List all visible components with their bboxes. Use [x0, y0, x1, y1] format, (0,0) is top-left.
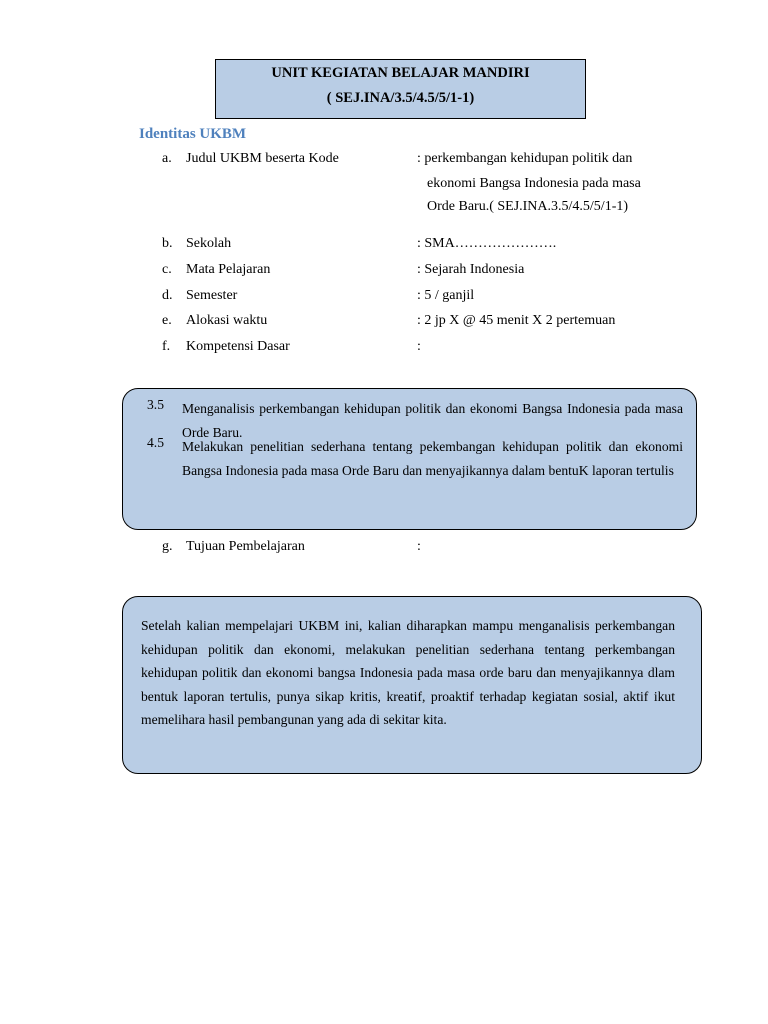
kd-text: Melakukan penelitian sederhana tentang pekembangan kehidupan politik dan ekonomi Bangsa Indonesia pada masa Orde Baru dan menyajikannya dalam bentuK laporan tertulis [182, 439, 683, 478]
section-heading-identitas: Identitas UKBM [139, 126, 247, 142]
tujuan-pembelajaran-box [122, 596, 702, 774]
identity-row-judul [0, 151, 768, 171]
identity-row-kompetensi-dasar [0, 339, 768, 359]
row-label: Kompetensi Dasar [186, 339, 290, 354]
title-box [215, 59, 586, 119]
identity-row-mata-pelajaran [0, 262, 768, 282]
identity-row-sekolah [0, 236, 768, 256]
row-value-continued: ekonomi Bangsa Indonesia pada masa [427, 176, 641, 191]
kd-number: 3.5 [147, 397, 164, 412]
identity-row-semester [0, 288, 768, 308]
kd-text: Menganalisis perkembangan kehidupan politik dan ekonomi Bangsa Indonesia pada masa Orde Baru. [182, 401, 683, 440]
row-value: : 5 / ganjil [417, 288, 475, 303]
row-label: Mata Pelajaran [186, 262, 271, 277]
identity-row-tujuan-pembelajaran [0, 539, 768, 559]
title-line-1: UNIT KEGIATAN BELAJAR MANDIRI [271, 65, 530, 81]
identity-row-alokasi-waktu [0, 313, 768, 333]
row-value: : 2 jp X @ 45 menit X 2 pertemuan [417, 313, 616, 328]
row-label: Judul UKBM beserta Kode [186, 151, 339, 166]
row-label: Sekolah [186, 236, 232, 251]
row-value: : Sejarah Indonesia [417, 262, 525, 277]
row-letter: c. [162, 262, 172, 277]
row-label: Tujuan Pembelajaran [186, 539, 305, 554]
row-letter: f. [162, 339, 171, 354]
row-letter: e. [162, 313, 172, 328]
row-value-continued: Orde Baru.( SEJ.INA.3.5/4.5/5/1-1) [427, 199, 629, 214]
row-letter: a. [162, 151, 172, 166]
identity-row-judul-cont-2 [0, 199, 768, 219]
title-line-2: ( SEJ.INA/3.5/4.5/5/1-1) [326, 90, 475, 106]
identity-row-judul-cont-1 [0, 176, 768, 196]
row-letter: d. [162, 288, 173, 303]
row-value: : [417, 339, 421, 354]
tujuan-text: Setelah kalian mempelajari UKBM ini, kalian diharapkan mampu menganalisis perkembangan kehidupan politik dan ekonomi, melakukan penelitian sederhana tentang perkembangan kehidupan politik dan ekonomi bangsa Indonesia pada masa orde baru dan menyajikannya dlam bentuk laporan tertulis, punya sikap kritis, kreatif, proaktif terhadap kegiatan sosial, aktif ikut memelihara hasil pembangunan yang ada di sekitar kita. [141, 618, 675, 727]
row-letter: g. [162, 539, 173, 554]
row-value: : perkembangan kehidupan politik dan [417, 151, 633, 166]
row-value: : [417, 539, 421, 554]
row-value: : SMA…………………. [417, 236, 557, 251]
row-label: Semester [186, 288, 238, 303]
row-letter: b. [162, 236, 173, 251]
kd-number: 4.5 [147, 435, 164, 450]
row-label: Alokasi waktu [186, 313, 268, 328]
kompetensi-dasar-box [122, 388, 697, 530]
